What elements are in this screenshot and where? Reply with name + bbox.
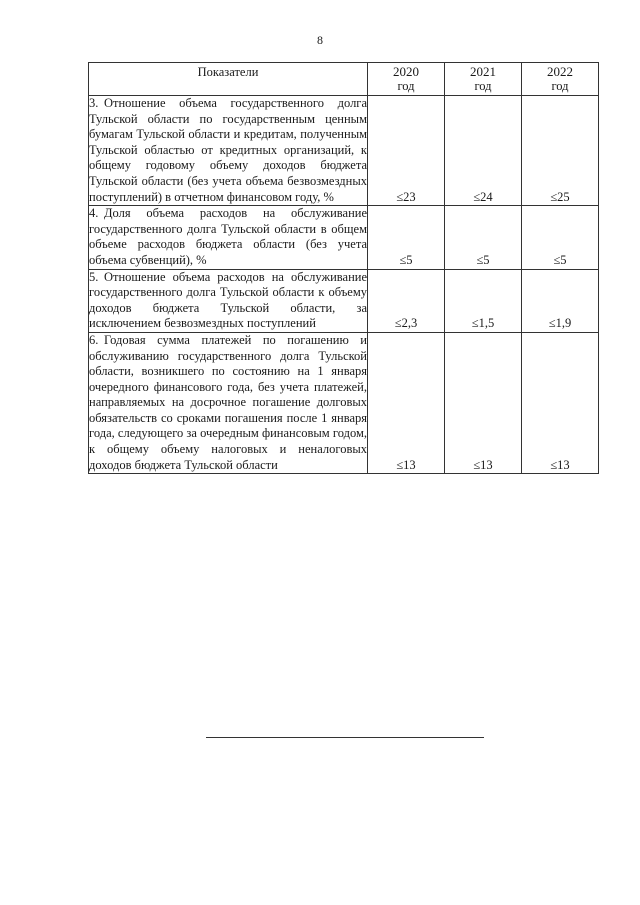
indicator-description: Годовая сумма платежей по погашению и обслуживанию государственного долга Тульской области, возникшего по состоянию на 1 января очередного финансового года, без учета платежей, направляемых на досрочное погашение долговых обязательств со сроками погашения после 1 января года, следующего за очередным финансовым годом, к общему объему налоговых и неналоговых доходов бюджета Тульской области xyxy=(89,332,367,472)
header-year-number: 2022 xyxy=(547,64,573,79)
value-2021: ≤1,5 xyxy=(445,269,522,332)
page-number: 8 xyxy=(317,33,323,47)
header-year-number: 2020 xyxy=(393,64,419,79)
indicator-number: 4. xyxy=(89,206,99,221)
indicator-description: Отношение объема расходов на обслуживание государственного долга Тульской области к объему доходов бюджета Тульской области, за исключением безвозмездных поступлений xyxy=(89,269,367,331)
indicator-description: Отношение объема государственного долга Тульской области по государственным ценным бумагам Тульской области и кредитам, полученным Тульской областью от кредитных организаций, к общему годовому объему доходов бюджета Тульской области (без учета объема безвозмездных поступлений) в отчетном финансовом году, % xyxy=(89,96,367,204)
header-year-2021 xyxy=(445,63,522,96)
value-2020: ≤23 xyxy=(368,96,445,206)
indicator-cell xyxy=(89,332,368,473)
value-2020: ≤5 xyxy=(368,206,445,269)
indicator-text xyxy=(89,206,367,268)
value-2020: ≤13 xyxy=(368,332,445,473)
indicator-description: Доля объема расходов на обслуживание государственного долга Тульской области в общем объеме расходов бюджета области (без учета объема субвенций), % xyxy=(89,206,367,267)
header-year-word: год xyxy=(397,79,415,93)
indicator-text xyxy=(89,96,367,205)
indicator-number: 3. xyxy=(89,96,99,110)
closing-divider-line xyxy=(206,737,484,738)
value-2022: ≤13 xyxy=(522,332,599,473)
value-2021: ≤24 xyxy=(445,96,522,206)
indicator-number: 6. xyxy=(89,332,99,347)
header-year-number: 2021 xyxy=(470,64,496,79)
value-2022: ≤5 xyxy=(522,206,599,269)
indicators-table xyxy=(88,62,599,474)
table-row xyxy=(89,96,599,206)
value-2022: ≤1,9 xyxy=(522,269,599,332)
value-2020: ≤2,3 xyxy=(368,269,445,332)
indicator-text xyxy=(89,270,367,332)
header-indicators: Показатели xyxy=(89,63,368,96)
value-2021: ≤13 xyxy=(445,332,522,473)
header-year-2022 xyxy=(522,63,599,96)
indicator-cell xyxy=(89,206,368,269)
header-year-word: год xyxy=(474,79,492,93)
table-row xyxy=(89,206,599,269)
value-2022: ≤25 xyxy=(522,96,599,206)
indicator-text xyxy=(89,333,367,473)
table-row xyxy=(89,332,599,473)
value-2021: ≤5 xyxy=(445,206,522,269)
indicator-cell xyxy=(89,96,368,206)
header-year-2020 xyxy=(368,63,445,96)
indicator-number: 5. xyxy=(89,269,99,284)
table-header-row xyxy=(89,63,599,96)
table-row xyxy=(89,269,599,332)
indicator-cell xyxy=(89,269,368,332)
header-year-word: год xyxy=(551,79,569,93)
